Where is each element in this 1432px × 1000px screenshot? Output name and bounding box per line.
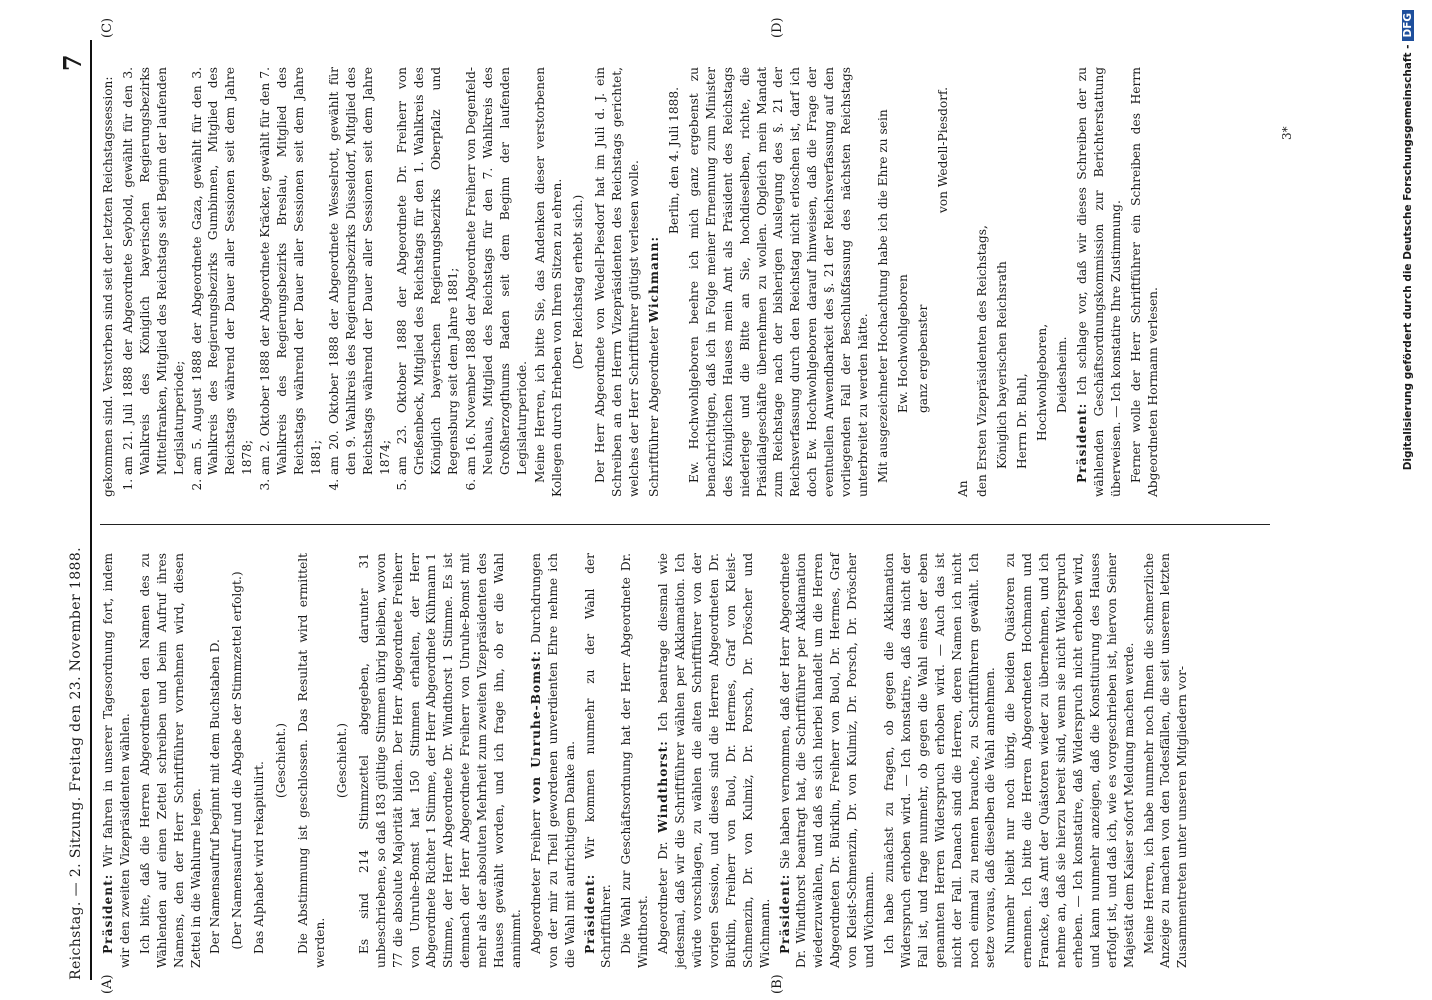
running-head: Reichstag. — 2. Sitzung. Freitag den 23. November 1888. <box>68 546 84 980</box>
paragraph: Ich habe zunächst zu fragen, ob gegen die Akklamation Widerspruch erhoben wird. — Ich konstatire, daß das nicht der Fall ist, und frage nunmehr, ob gegen die Wahl eines der eben genannten Herren Widerspruch erhoben wird. — Auch das ist nicht der Fall. Danach sind die Herren, deren Namen ich nicht noch einmal zu nennen brauche, zu Schriftführern gewählt. Ich setze voraus, daß dieselben die Wahl annehmen. <box>881 553 998 968</box>
paragraph: Die Abstimmung ist geschlossen. Das Resultat wird ermittelt werden. <box>296 553 327 968</box>
list-item: 3. am 2. Oktober 1888 der Abgeordnete Kräcker, gewählt für den 7. Wahlkreis des Regierungsbezirks Breslau, Mitglied des Reichstags während der Dauer aller Sessionen seit dem Jahre 1881; <box>257 67 325 475</box>
letter-salutation: ganz ergebenster <box>915 304 930 413</box>
speaker-name: Präsident: <box>1074 402 1089 483</box>
column-divider <box>100 524 1270 525</box>
page-number: 7 <box>58 54 87 72</box>
paragraph: gekommen sind. Verstorben sind seit der letzten Reichstagssession: <box>101 76 115 497</box>
stage-direction: (Geschieht.) <box>334 722 349 799</box>
margin-marker-b: (B) <box>770 974 785 994</box>
paragraph: Präsident: Ich schlage vor, daß wir dieses Schreiben der zu wählenden Geschäftsordnungskommission zur Berichterstattung überweisen. — Ich konstatire Ihre Zustimmung. <box>1074 67 1123 497</box>
signature-mark: 3* <box>1280 126 1294 140</box>
paragraph: Die Wahl zur Geschäftsordnung hat der Herr Abgeordnete Dr. Windthorst. <box>619 553 651 968</box>
paragraph: Der Herr Abgeordnete von Wedell-Piesdorf hat im Juli d. J. ein Schreiben an den Herrn Vizepräsidenten des Reichstags gerichtet, welches der Herr Schriftführer gütigst verlesen wolle. <box>593 67 642 497</box>
stage-direction: (Der Reichstag erhebt sich.) <box>571 194 586 370</box>
paragraph: Präsident: Wir fahren in unserer Tagesordnung fort, indem wir den zweiten Vizepräsidenten wählen. <box>101 553 132 968</box>
list-item: 6. am 16. November 1888 der Abgeordnete Freiherr von Degenfeld-Neuhaus, Mitglied des Reichstags für den 7. Wahlkreis des Großherzogthums Baden seit dem Beginn der laufenden Legislaturperiode. <box>463 67 531 475</box>
letter-signature: von Wedell-Piesdorf. <box>935 87 950 214</box>
left-column <box>100 553 1194 968</box>
letter-closing: Mit ausgezeichneter Hochachtung habe ich die Ehre zu sein <box>875 109 890 483</box>
paragraph: Es sind 214 Stimmzettel abgegeben, darunter 31 unbeschriebene, so daß 183 gültige Stimmen übrig bleiben, wovon 77 die absolute Majorität bilden. Der Herr Abgeordnete Freiherr von Unruhe-Bomst hat 150 Stimmen erhalten, der Herr Abgeordnete Richter 1 Stimme, der Herr Abgeordnete Kühmann 1 Stimme, der Herr Abgeordnete Dr. Windthorst 1 Stimme. Es ist demnach der Herr Abgeordnete Freiherr von Unruhe-Bomst mit mehr als der absoluten Mehrheit zum zweiten Vizepräsidenten des Hauses gewählt worden, und ich frage ihn, ob er die Wahl annimmt. <box>356 553 523 968</box>
address-line: Königlich bayerischen Reichsrath <box>995 261 1010 469</box>
speaker-name: Wichmann: <box>647 236 662 323</box>
address-line: Hochwohlgeboren, <box>1035 323 1050 441</box>
list-item: 2. am 5. August 1888 der Abgeordnete Gaza, gewählt für den 3. Wahlkreis des Regierungsbezirks Gumbinnen, Mitglied des Reichstags während der Dauer aller Sessionen seit dem Jahre 1878; <box>189 67 257 475</box>
letter-body: Ew. Hochwohlgeboren beehre ich mich ganz ergebenst zu benachrichtigen, daß ich in Folge meiner Ernennung zum Minister des Königlichen Hauses mein Amt als Präsident des Reichstags niederlege und die Bitte an Sie, hochdieselben, richte, die Präsidialgeschäfte übernehmen zu wollen. Obgleich mein Mandat zum Reichstage nach der bisherigen Auslegung des §. 21 der Reichsverfassung durch den Reichstag nicht erloschen ist, darf ich doch Ew. Hochwohlgeboren darauf hinweisen, daß die Frage der eventuellen Anwendbarkeit des §. 21 der Reichsverfassung auf den vorliegenden Fall der Beschlußfassung des nächsten Reichstags unterbreitet zu werden hätte. <box>686 67 870 497</box>
letter-salutation: Ew. Hochwohlgeboren <box>895 274 910 413</box>
paragraph: Abgeordneter Freiherr von Unruhe-Bomst: Durchdrungen von der mir zu Theil gewordenen unverdienten Ehre nehme ich die Wahl mit aufrichtigem Danke an. <box>528 552 577 968</box>
speaker-name: Präsident: <box>582 873 597 954</box>
digitization-credit: Digitalisierung gefördert durch die Deutsche Forschungsgemeinschaft -DFG <box>1402 0 1432 1000</box>
header-rule <box>90 40 92 980</box>
list-item: 1. am 21. Juli 1888 der Abgeordnete Seybold, gewählt für den 3. Wahlkreis des Königlich bayerischen Regierungsbezirks Mittelfranken, Mitglied des Reichstags seit Beginn der laufenden Legislaturperiode; <box>120 67 188 475</box>
paragraph: Ich bitte, daß die Herren Abgeordneten den Namen des zu Wählenden auf einen Zettel schreiben und beim Aufruf ihres Namens, den der Herr Schriftführer vornehmen wird, diesen Zettel in die Wahlurne legen. <box>137 553 203 968</box>
paragraph: Präsident: Wir kommen nunmehr zu der Wahl der Schriftführer. <box>582 553 614 968</box>
paragraph: Das Alphabet wird rekapitulirt. <box>252 761 267 954</box>
paragraph: Der Namensaufruf beginnt mit dem Buchstaben D. <box>208 639 223 954</box>
list-item: 4. am 20. Oktober 1888 der Abgeordnete Wesselrott, gewählt für den 9. Wahlkreis des Regierungsbezirks Düsseldorf, Mitglied des Reichstags während der Dauer aller Sessionen seit dem Jahre 1874; <box>326 67 394 475</box>
paragraph: Nunmehr bleibt nur noch übrig, die beiden Quästoren zu ernennen. Ich bitte die Herren Abgeordneten Hochmann und Francke, das Amt der Quästoren wieder zu übernehmen, und ich nehme an, daß sie hierzu bereit sind, wenn sie nicht Widerspruch erheben. — Ich konstatire, daß Widerspruch nicht erhoben wird, und kann nunmehr anzeigen, daß die Konstituirung des Hauses erfolgt ist, und daß ich, wie es vorgeschrieben ist, hiervon Seiner Majestät dem Kaiser sofort Meldung machen werde. <box>1003 553 1136 968</box>
margin-marker-c: (C) <box>100 17 115 38</box>
speaker-name: Windthorst: <box>656 740 671 833</box>
address-line: Deidesheim. <box>1055 336 1070 413</box>
page-header <box>58 40 92 980</box>
paragraph: Ferner wolle der Herr Schriftführer ein Schreiben des Herrn Abgeordneten Hormann verlesen. <box>1128 67 1160 497</box>
list-item: 5. am 23. Oktober 1888 der Abgeordnete Dr. Freiherr von Grießenbeck, Mitglied des Reichstags für den 1. Wahlkreis des Königlich bayerischen Regierungsbezirks Oberpfalz und Regensburg seit dem Jahre 1881; <box>394 67 462 475</box>
address-line: den Ersten Vizepräsidenten des Reichstags, <box>975 225 990 497</box>
stage-direction: (Geschieht.) <box>274 722 289 799</box>
paragraph: Meine Herren, ich habe nunmehr noch Ihnen die schmerzliche Anzeige zu machen von den Todesfällen, die seit unserem letzten Zusammentreten unter unseren Mitgliedern vor- <box>1141 553 1190 968</box>
address-line: An <box>955 480 970 497</box>
dfg-logo: DFG <box>1402 10 1414 41</box>
paragraph: Abgeordneter Dr. Windthorst: Ich beantrage diesmal wie jedesmal, daß wir die Schriftführer wählen per Akklamation. Ich würde vorschlagen, zu wählen die alten Schriftführer von der vorigen Session, und dieses sind die Herren Abgeordneten Dr. Bürklin, Freiherr von Buol, Dr. Hermes, Graf von Kleist-Schmenzin, Dr. von Kulmiz, Dr. Porsch, Dr. Dröscher und Wichmann. <box>656 553 772 968</box>
paragraph: Meine Herren, ich bitte Sie, das Andenken dieser verstorbenen Kollegen durch Erheben von Ihren Sitzen zu ehren. <box>532 67 564 497</box>
margin-marker-d: (D) <box>770 17 785 38</box>
stage-direction: (Der Namensaufruf und die Abgabe der Stimmzettel erfolgt.) <box>230 571 245 950</box>
paragraph: Präsident: Sie haben vernommen, daß der Herr Abgeordnete Dr. Windthorst beantragt hat, die Schriftführer per Akklamation wiederzuwählen, und daß es sich hierbei handelt um die Herren Abgeordneten Dr. Bürklin, Freiherr von Buol, Dr. Hermes, Graf von Kleist-Schmenzin, Dr. von Kulmiz, Dr. Porsch, Dr. Dröscher und Wichmann. <box>777 553 877 968</box>
speaker-name: Präsident: <box>777 873 792 954</box>
speaker-name: von Unruhe-Bomst: <box>528 650 543 803</box>
deceased-list <box>120 67 531 497</box>
speaker-name: Präsident: <box>101 873 115 954</box>
right-column <box>100 67 1164 497</box>
margin-marker-a: (A) <box>100 974 115 994</box>
address-line: Herrn Dr. Buhl, <box>1015 373 1030 469</box>
paragraph: Schriftführer Abgeordneter Wichmann: <box>647 236 662 497</box>
letter-date: Berlin, den 4. Juli 1888. <box>667 87 681 234</box>
